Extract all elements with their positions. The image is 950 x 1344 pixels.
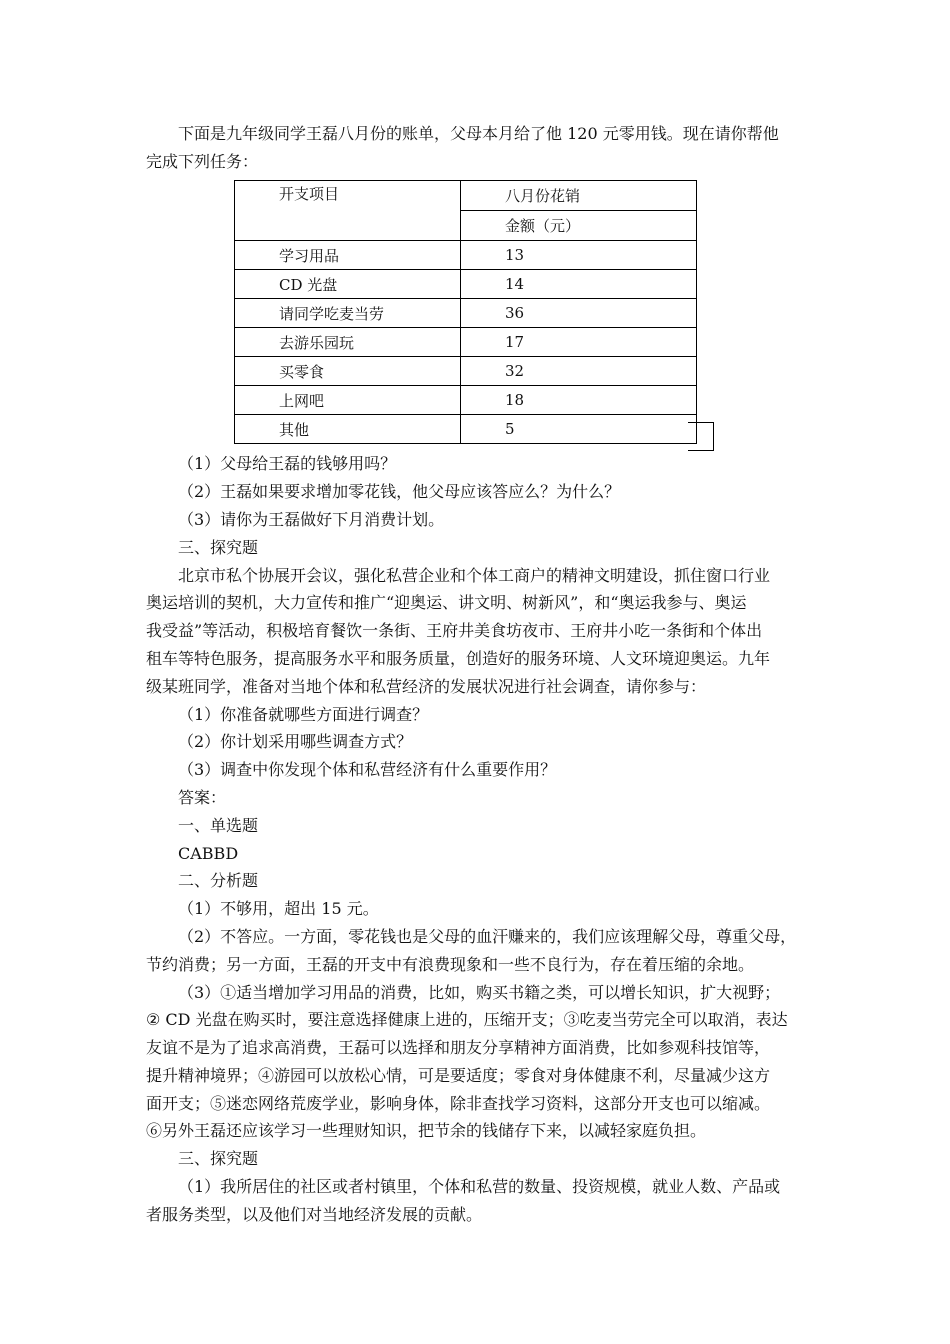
inquiry-paragraph-line: 北京市私个协展开会议，强化私营企业和个体工商户的精神文明建设，抓住窗口行业 — [178, 566, 771, 585]
table-header-item: 开支项目 — [235, 181, 461, 241]
intro-line-1: 下面是九年级同学王磊八月份的账单，父母本月给了他 120 元零用钱。现在请你帮他 — [178, 124, 779, 143]
inquiry-paragraph-line: 奥运培训的契机，大力宣传和推广“迎奥运、讲文明、树新风”，和“奥运我参与、奥运 — [146, 593, 747, 612]
answers-title: 答案： — [178, 788, 227, 807]
intro-line-2: 完成下列任务： — [146, 152, 259, 171]
row-item: 去游乐园玩 — [235, 328, 461, 357]
row-item: 其他 — [235, 415, 461, 444]
inquiry-question-3: （3）调查中你发现个体和私营经济有什么重要作用？ — [178, 760, 557, 779]
expense-table — [234, 180, 697, 444]
table-row — [235, 386, 697, 415]
answer-3-line: 面开支；⑤迷恋网络荒废学业，影响身体，除非查找学习资料，这部分开支也可以缩减。 — [146, 1094, 771, 1113]
inquiry-paragraph-line: 级某班同学，准备对当地个体和私营经济的发展状况进行社会调查，请你参与： — [146, 677, 707, 696]
answer-3-line: ② CD 光盘在购买时，要注意选择健康上进的，压缩开支；③吃麦当劳完全可以取消，表达 — [146, 1010, 788, 1029]
answers-section-3: 三、探究题 — [178, 1149, 259, 1168]
answer-3-line: （3）①适当增加学习用品的消费，比如，购买书籍之类，可以增长知识，扩大视野； — [178, 983, 781, 1002]
row-item: 学习用品 — [235, 241, 461, 270]
inquiry-answer-line: 者服务类型，以及他们对当地经济发展的贡献。 — [146, 1205, 483, 1224]
table-row — [235, 241, 697, 270]
row-item: CD 光盘 — [235, 270, 461, 299]
row-item: 买零食 — [235, 357, 461, 386]
answer-3-line: 友谊不是为了追求高消费，王磊可以选择和朋友分享精神方面消费，比如参观科技馆等， — [146, 1038, 771, 1057]
section-title-inquiry: 三、探究题 — [178, 538, 259, 557]
row-amount: 17 — [461, 328, 697, 357]
answers-choice-key: CABBD — [178, 844, 239, 863]
question-1: （1）父母给王磊的钱够用吗？ — [178, 454, 397, 473]
table-row — [235, 357, 697, 386]
inquiry-question-1: （1）你准备就哪些方面进行调查？ — [178, 705, 429, 724]
row-item: 请同学吃麦当劳 — [235, 299, 461, 328]
answer-2-line: （2）不答应。一方面，零花钱也是父母的血汗赚来的，我们应该理解父母，尊重父母， — [178, 927, 797, 946]
answer-3-line: 提升精神境界；④游园可以放松心情，可是要适度；零食对身体健康不利，尽量减少这方 — [146, 1066, 771, 1085]
table-header-august: 八月份花销 — [461, 181, 697, 211]
table-row — [235, 270, 697, 299]
answers-section-1: 一、单选题 — [178, 816, 259, 835]
table-row — [235, 328, 697, 357]
row-amount: 14 — [461, 270, 697, 299]
inquiry-paragraph-line: 租车等特色服务，提高服务水平和服务质量，创造好的服务环境、人文环境迎奥运。九年 — [146, 649, 771, 668]
row-amount: 36 — [461, 299, 697, 328]
row-amount: 13 — [461, 241, 697, 270]
row-item: 上网吧 — [235, 386, 461, 415]
row-amount: 18 — [461, 386, 697, 415]
answers-section-2: 二、分析题 — [178, 871, 259, 890]
table-row — [235, 415, 697, 444]
row-amount: 5 — [461, 415, 697, 444]
row-amount: 32 — [461, 357, 697, 386]
inquiry-question-2: （2）你计划采用哪些调查方式？ — [178, 732, 413, 751]
question-3: （3）请你为王磊做好下月消费计划。 — [178, 510, 445, 529]
answer-2-line: 节约消费；另一方面，王磊的开支中有浪费现象和一些不良行为，存在着压缩的余地。 — [146, 955, 755, 974]
table-subheader-amount: 金额（元） — [461, 211, 697, 241]
inquiry-paragraph-line: 我受益”等活动，积极培育餐饮一条街、王府井美食坊夜市、王府井小吃一条街和个体出 — [146, 621, 763, 640]
table-stray-cell — [688, 422, 714, 451]
table-row — [235, 299, 697, 328]
inquiry-answer-line: （1）我所居住的社区或者村镇里，个体和私营的数量、投资规模，就业人数、产品或 — [178, 1177, 781, 1196]
answer-1: （1）不够用，超出 15 元。 — [178, 899, 379, 918]
question-2: （2）王磊如果要求增加零花钱，他父母应该答应么？为什么？ — [178, 482, 621, 501]
answer-3-line: ⑥另外王磊还应该学习一些理财知识，把节余的钱储存下来，以减轻家庭负担。 — [146, 1121, 707, 1140]
